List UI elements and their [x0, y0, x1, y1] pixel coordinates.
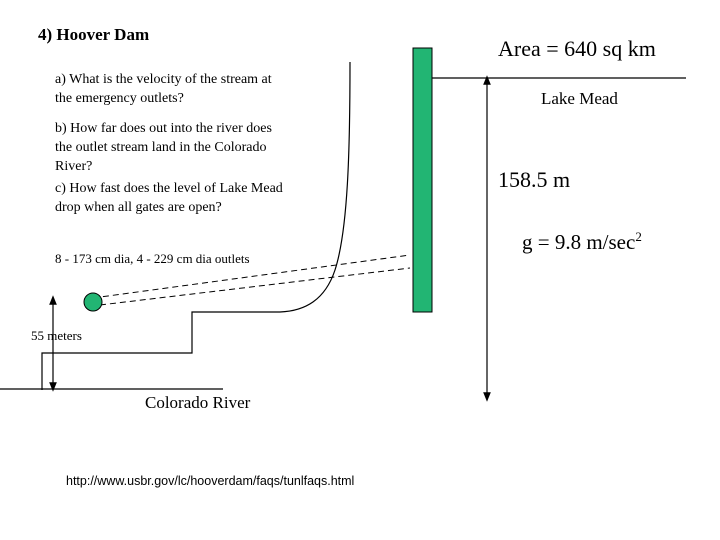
outlet-height-label: 55 meters [31, 328, 82, 343]
canyon-steps [42, 312, 280, 390]
outlets-note: 8 - 173 cm dia, 4 - 229 cm dia outlets [55, 251, 250, 266]
lake-depth-label: 158.5 m [498, 167, 571, 192]
outlet-water-ball [84, 293, 102, 311]
area-label: Area = 640 sq km [498, 36, 656, 61]
question-c: c) How fast does the level of Lake Mead drop when all gates are open? [55, 181, 283, 215]
gravity-label [522, 229, 642, 255]
question-a: a) What is the velocity of the stream at the emergency outlets? [55, 72, 272, 106]
gravity-base: g = 9.8 m/sec [522, 230, 636, 254]
outlet-tunnel-lower [100, 268, 410, 305]
colorado-river-label: Colorado River [145, 393, 251, 412]
question-b: b) How far does out into the river does the outlet stream land in the Colorado River? [55, 121, 272, 174]
source-url: http://www.usbr.gov/lc/hooverdam/faqs/tunlfaqs.html [66, 474, 355, 488]
slide-title: 4) Hoover Dam [38, 25, 150, 44]
gravity-exponent: 2 [635, 229, 642, 244]
dam-face-curve [280, 62, 350, 312]
intake-gate-tower [413, 48, 432, 312]
lake-mead-label: Lake Mead [541, 89, 618, 108]
